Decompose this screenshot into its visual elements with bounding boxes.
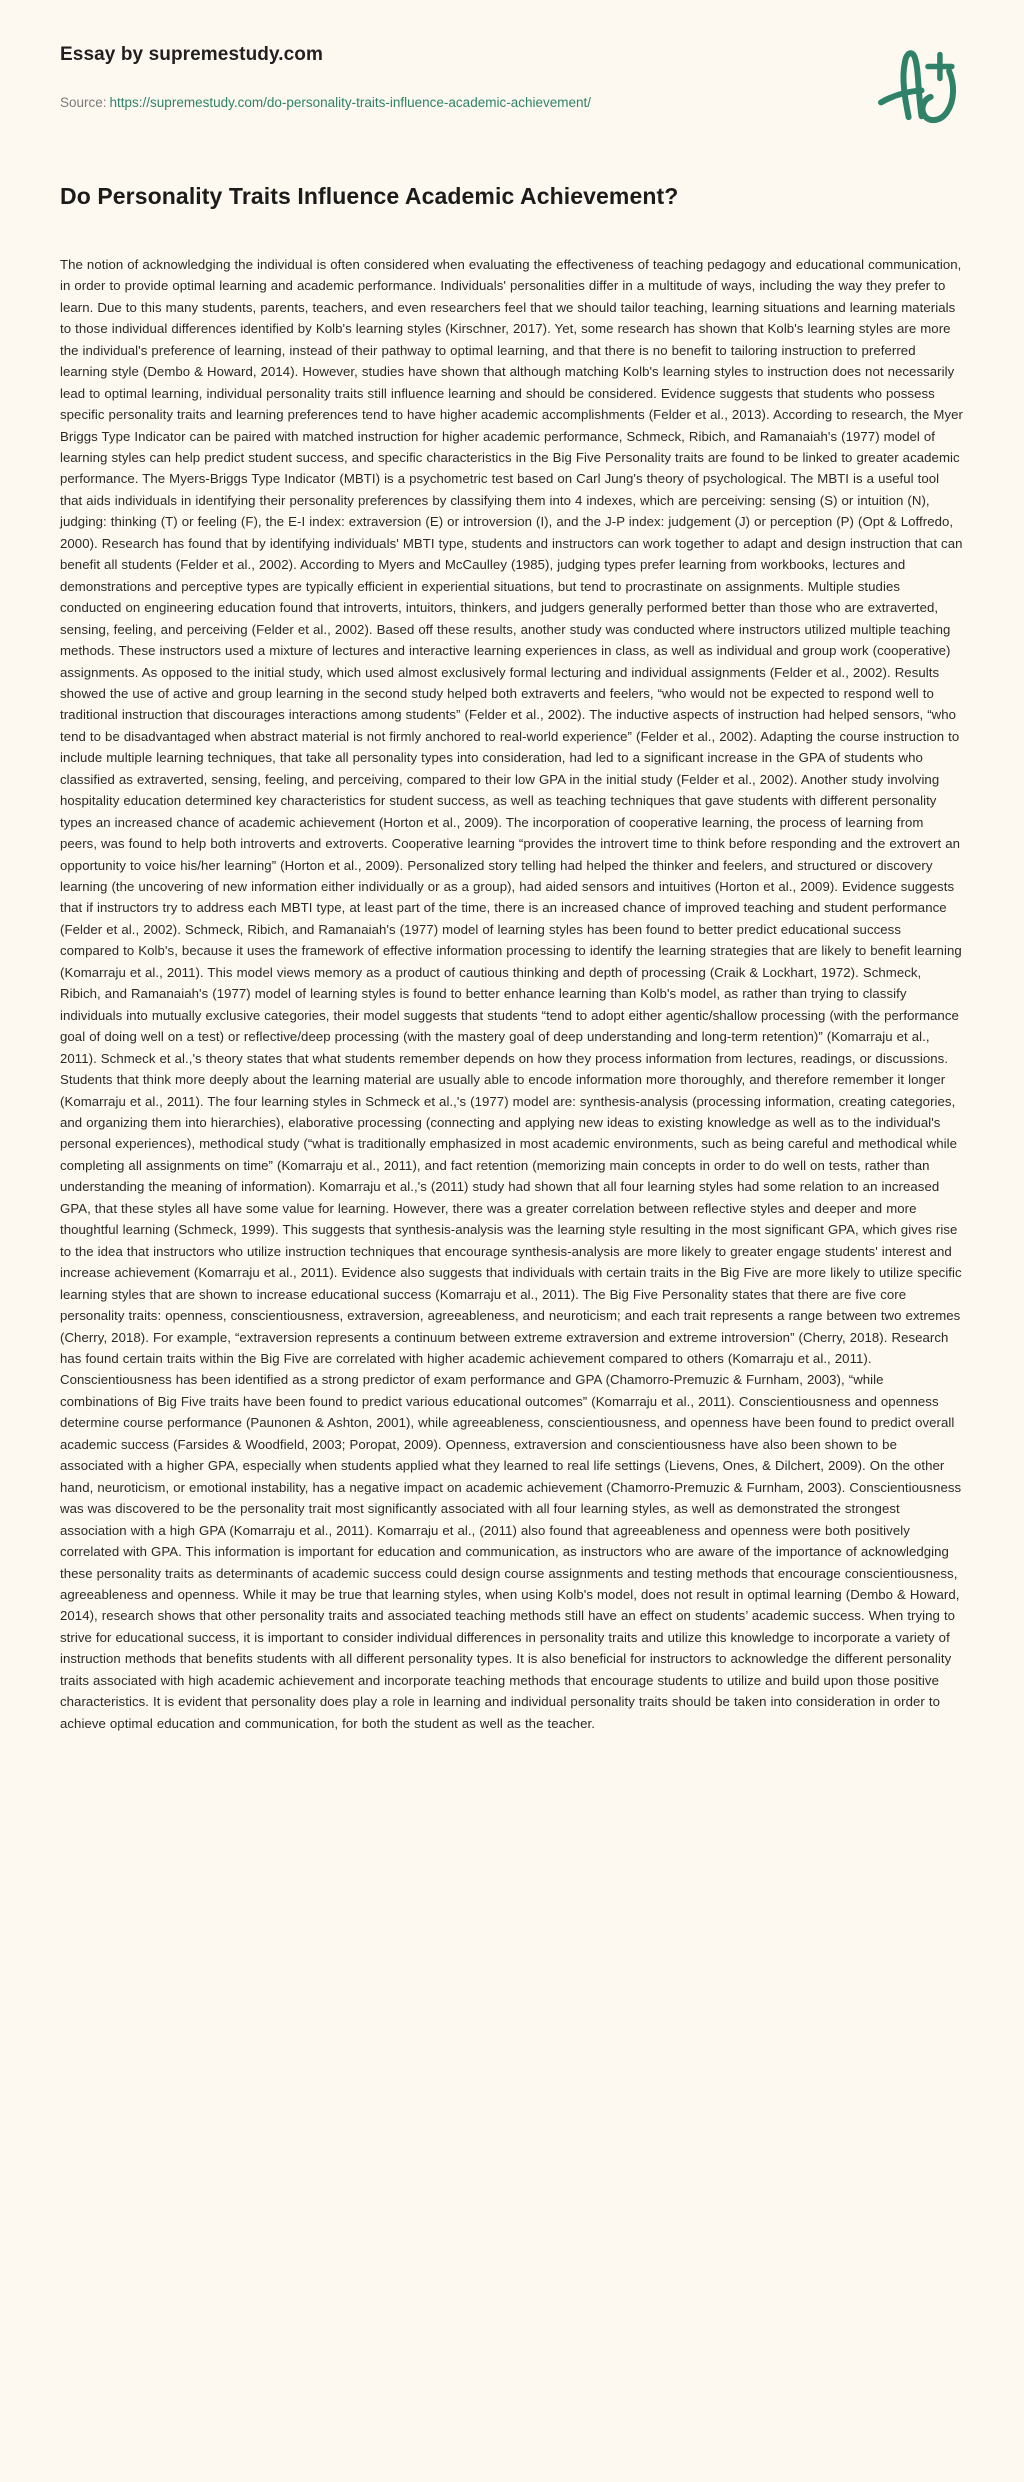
a-plus-logo-icon [870, 38, 962, 130]
header-spacer [0, 136, 1024, 158]
source-url-link[interactable]: https://supremestudy.com/do-personality-traits-influence-academic-achievement/ [109, 94, 591, 110]
source-label: Source: [60, 94, 107, 110]
site-header [0, 0, 1024, 136]
article-body [60, 254, 964, 1734]
source-line [60, 95, 964, 111]
article-paragraph: The notion of acknowledging the individual is often considered when evaluating the effectiveness of teaching pedagogy and educational communication, in order to provide optimal learning and academic performance. Individuals' personalities differ in a multitude of ways, including the way they prefer to learn. Due to this many students, parents, teachers, and even researchers feel that we should tailor teaching, learning situations and learning materials to those individual differences identified by Kolb's learning styles (Kirschner, 2017). Yet, some research has shown that Kolb's learning styles are more the individual's preference of learning, instead of their pathway to optimal learning, and that there is no benefit to tailoring instruction to preferred learning style (Dembo & Howard, 2014). However, studies have shown that although matching Kolb's learning styles to instruction does not necessarily lead to optimal learning, individual personality traits still influence learning and should be considered. Evidence suggests that students who possess specific personality traits and learning preferences tend to have higher academic accomplishments (Felder et al., 2013). According to research, the Myer Briggs Type Indicator can be paired with matched instruction for higher academic performance, Schmeck, Ribich, and Ramanaiah's (1977) model of learning styles can help predict student success, and specific characteristics in the Big Five Personality traits are found to be linked to greater academic performance. The Myers-Briggs Type Indicator (MBTI) is a psychometric test based on Carl Jung's theory of psychological. The MBTI is a useful tool that aids individuals in identifying their personality preferences by classifying them into 4 indexes, which are perceiving: sensing (S) or intuition (N), judging: thinking (T) or feeling (F), the E-I index: extraversion (E) or introversion (I), and the J-P index: judgement (J) or perception (P) (Opt & Loffredo, 2000). Research has found that by identifying individuals' MBTI type, students and instructors can work together to adapt and design instruction that can benefit all students (Felder et al., 2002). According to Myers and McCaulley (1985), judging types prefer learning from workbooks, lectures and demonstrations and perceptive types are typically efficient in experiential situations, but tend to procrastinate on assignments. Multiple studies conducted on engineering education found that introverts, intuitors, thinkers, and judgers generally performed better than those who are extraverted, sensing, feeling, and perceiving (Felder et al., 2002). Based off these results, another study was conducted where instructors utilized multiple teaching methods. These instructors used a mixture of lectures and interactive learning experiences in class, as well as individual and group work (cooperative) assignments. As opposed to the initial study, which used almost exclusively formal lecturing and individual assignments (Felder et al., 2002). Results showed the use of active and group learning in the second study helped both extraverts and feelers, “who would not be expected to respond well to traditional instruction that discourages interactions among students” (Felder et al., 2002). The inductive aspects of instruction had helped sensors, “who tend to be disadvantaged when abstract material is not firmly anchored to real-world experience” (Felder et al., 2002). Adapting the course instruction to include multiple learning techniques, that take all personality types into consideration, had led to a significant increase in the GPA of students who classified as extraverted, sensing, feeling, and perceiving, compared to their low GPA in the initial study (Felder et al., 2002). Another study involving hospitality education determined key characteristics for student success, as well as teaching techniques that gave students with different personality types an increased chance of academic achievement (Horton et al., 2009). The incorporation of cooperative learning, the process of learning from peers, was found to help both introverts and extroverts. Cooperative learning “provides the introvert time to think before responding and the extrovert an opportunity to voice his/her learning” (Horton et al., 2009). Personalized story telling had helped the thinker and feelers, and structured or discovery learning (the uncovering of new information either individually or as a group), had aided sensors and intuitives (Horton et al., 2009). Evidence suggests that if instructors try to address each MBTI type, at least part of the time, there is an increased chance of improved teaching and student performance (Felder et al., 2002). Schmeck, Ribich, and Ramanaiah's (1977) model of learning styles has been found to better predict educational success compared to Kolb's, because it uses the framework of effective information processing to identify the learning strategies that are likely to benefit learning (Komarraju et al., 2011). This model views memory as a product of cautious thinking and depth of processing (Craik & Lockhart, 1972). Schmeck, Ribich, and Ramanaiah's (1977) model of learning styles is found to better enhance learning than Kolb's model, as rather than trying to classify individuals into mutually exclusive categories, their model suggests that students “tend to adopt either agentic/shallow processing (with the performance goal of doing well on a test) or reflective/deep processing (with the mastery goal of deep understanding and long-term retention)” (Komarraju et al., 2011). Schmeck et al.,'s theory states that what students remember depends on how they process information from lectures, readings, or discussions. Students that think more deeply about the learning material are usually able to encode information more thoroughly, and therefore remember it longer (Komarraju et al., 2011). The four learning styles in Schmeck et al.,'s (1977) model are: synthesis-analysis (processing information, creating categories, and organizing them into hierarchies), elaborative processing (connecting and applying new ideas to existing knowledge as well as to the individual's personal experiences), methodical study (“what is traditionally emphasized in most academic environments, such as being careful and methodical while completing all assignments on time” (Komarraju et al., 2011), and fact retention (memorizing main concepts in order to do well on tests, rather than understanding the meaning of information). Komarraju et al.,'s (2011) study had shown that all four learning styles had some relation to an increased GPA, that these styles all have some value for learning. However, there was a greater correlation between reflective styles and deeper and more thoughtful learning (Schmeck, 1999). This suggests that synthesis-analysis was the learning style resulting in the most significant GPA, which gives rise to the idea that instructors who utilize instruction techniques that encourage synthesis-analysis are more likely to greater engage students' interest and increase achievement (Komarraju et al., 2011). Evidence also suggests that individuals with certain traits in the Big Five are more likely to utilize specific learning styles that are shown to increase educational success (Komarraju et al., 2011). The Big Five Personality states that there are five core personality traits: openness, conscientiousness, extraversion, agreeableness, and neuroticism; and each trait represents a range between two extremes (Cherry, 2018). For example, “extraversion represents a continuum between extreme extraversion and extreme introversion” (Cherry, 2018). Research has found certain traits within the Big Five are correlated with higher academic achievement compared to others (Komarraju et al., 2011). Conscientiousness has been identified as a strong predictor of exam performance and GPA (Chamorro-Premuzic & Furnham, 2003), “while combinations of Big Five traits have been found to predict various educational outcomes” (Komarraju et al., 2011). Conscientiousness and openness determine course performance (Paunonen & Ashton, 2001), while agreeableness, conscientiousness, and openness have been found to predict overall academic success (Farsides & Woodfield, 2003; Poropat, 2009). Openness, extraversion and conscientiousness have also been shown to be associated with a higher GPA, especially when students applied what they learned to real life settings (Lievens, Ones, & Dilchert, 2009). On the other hand, neuroticism, or emotional instability, has a negative impact on academic achievement (Chamorro-Premuzic & Furnham, 2003). Conscientiousness was was discovered to be the personality trait most significantly associated with all four learning styles, as well as demonstrated the strongest association with a high GPA (Komarraju et al., 2011). Komarraju et al., (2011) also found that agreeableness and openness were both positively correlated with GPA. This information is important for education and communication, as instructors who are aware of the importance of acknowledging these personality traits as determinants of academic success could design course assignments and testing methods that encourage conscientiousness, agreeableness and openness. While it may be true that learning styles, when using Kolb's model, does not result in optimal learning (Dembo & Howard, 2014), research shows that other personality traits and associated teaching methods still have an effect on students’ academic success. When trying to strive for educational success, it is important to consider individual differences in personality traits and utilize this knowledge to incorporate a variety of instruction methods that benefits students with all different personality types. It is also beneficial for instructors to acknowledge the different personality traits associated with high academic achievement and incorporate teaching methods that encourage students to utilize and build upon those positive characteristics. It is evident that personality does play a role in learning and individual personality traits should be taken into consideration in order to achieve optimal education and communication, for both the student as well as the teacher. [60, 256, 963, 1731]
page-title: Do Personality Traits Influence Academic Achievement? [60, 183, 679, 209]
article [0, 182, 1024, 1774]
essay-byline: Essay by supremestudy.com [60, 44, 323, 65]
